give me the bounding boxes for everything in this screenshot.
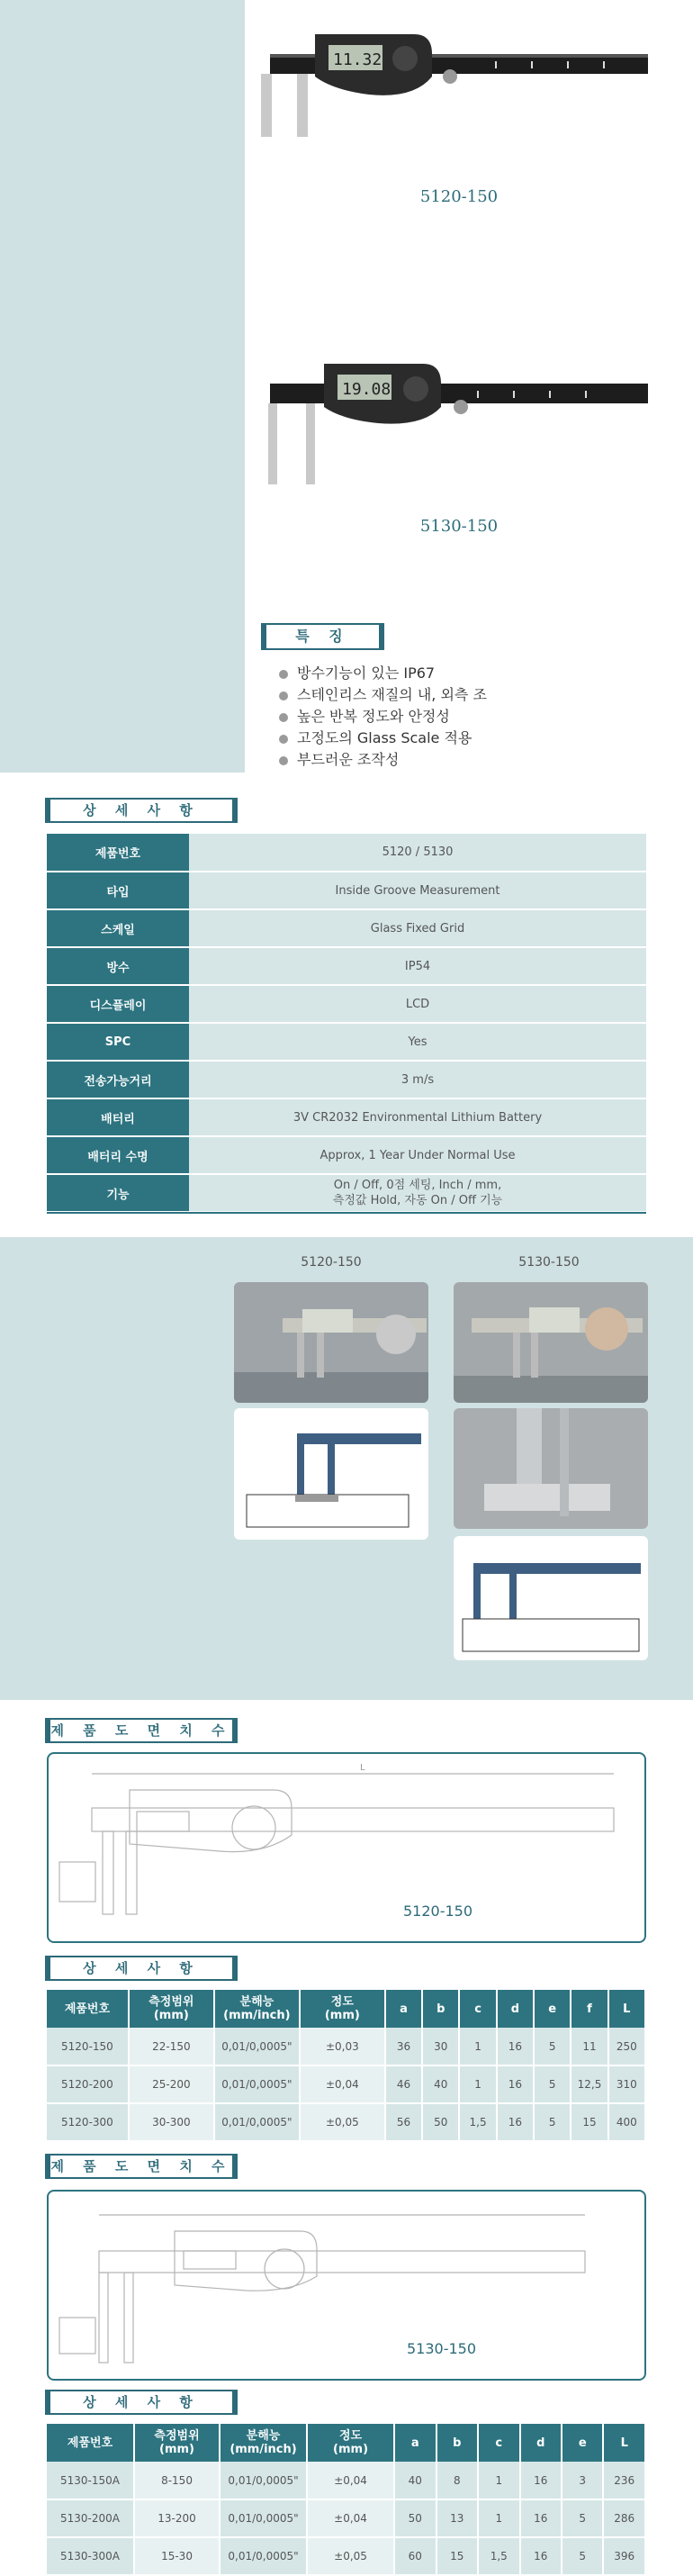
drawing1-title: 제 품 도 면 치 수	[45, 1718, 238, 1743]
size-table-5120	[47, 1990, 646, 2142]
usage-photo-5120	[234, 1282, 428, 1403]
spec-value: LCD	[189, 985, 646, 1023]
table-cell: 400	[608, 2103, 645, 2141]
size-table-5130	[47, 2424, 646, 2576]
table-cell: 5	[534, 2065, 571, 2103]
table-header-cell: e	[562, 2424, 603, 2462]
spec-row	[47, 834, 646, 872]
table-cell: 0,01/0,0005"	[220, 2537, 307, 2575]
table-cell: 8-150	[134, 2462, 220, 2499]
table-cell: 15-30	[134, 2537, 220, 2575]
spec-row	[47, 985, 646, 1023]
table2-title: 상 세 사 항	[45, 2390, 238, 2415]
spec-row	[47, 1098, 646, 1136]
spec-row	[47, 1061, 646, 1098]
dim-L: L	[360, 1763, 365, 1773]
table-header-cell: d	[497, 1990, 534, 2028]
feature-item: 높은 반복 정도와 안정성	[279, 706, 487, 728]
table-cell: 310	[608, 2065, 645, 2103]
spec-value: 3V CR2032 Environmental Lithium Battery	[189, 1098, 646, 1136]
table-cell: 16	[520, 2537, 562, 2575]
table-header-cell: L	[608, 1990, 645, 2028]
table-cell: 0,01/0,0005"	[220, 2462, 307, 2499]
spec-key: 배터리	[47, 1098, 189, 1136]
table-cell: 0,01/0,0005"	[220, 2499, 307, 2537]
groove-diagram-5130	[454, 1536, 648, 1660]
spec-row	[47, 1023, 646, 1061]
table-header-cell: 제품번호	[47, 2424, 134, 2462]
table-cell: 16	[497, 2103, 534, 2141]
table-cell: 1	[459, 2028, 496, 2065]
spec-value: 3 m/s	[189, 1061, 646, 1098]
table-cell: 396	[603, 2537, 645, 2575]
table-cell: ±0,04	[300, 2065, 385, 2103]
table-cell: 5120-200	[47, 2065, 129, 2103]
table-cell: 250	[608, 2028, 645, 2065]
table-cell: 15	[571, 2103, 608, 2141]
spec-key: 전송가능거리	[47, 1061, 189, 1098]
table-cell: 36	[385, 2028, 422, 2065]
drawing1-frame	[47, 1752, 646, 1943]
table-cell: ±0,03	[300, 2028, 385, 2065]
spec-value: Glass Fixed Grid	[189, 909, 646, 947]
table-cell: 1	[478, 2499, 519, 2537]
spec-key: 스케일	[47, 909, 189, 947]
usage-photo-5130	[454, 1282, 648, 1403]
table-cell: 0,01/0,0005"	[214, 2103, 300, 2141]
spec-key: 디스플레이	[47, 985, 189, 1023]
table1-title: 상 세 사 항	[45, 1956, 238, 1981]
spec-key: 타입	[47, 872, 189, 909]
table-header-cell: a	[385, 1990, 422, 2028]
table-row	[47, 2499, 645, 2537]
table-cell: 5	[534, 2103, 571, 2141]
table-cell: 5130-150A	[47, 2462, 134, 2499]
table-cell: 1	[478, 2462, 519, 2499]
dimension-drawing-5130	[49, 2192, 644, 2379]
table-cell: 25-200	[129, 2065, 214, 2103]
table-cell: 5130-200A	[47, 2499, 134, 2537]
table-header-cell: b	[436, 2424, 478, 2462]
table-cell: ±0,04	[307, 2462, 394, 2499]
table-row	[47, 2065, 645, 2103]
drawing1-label: 5120-150	[403, 1903, 473, 1920]
groove-diagram-5120	[234, 1408, 428, 1540]
spec-row	[47, 947, 646, 985]
table-header-cell: c	[459, 1990, 496, 2028]
photo-caption-5130: 5130-150	[518, 1255, 580, 1270]
table-row	[47, 2103, 645, 2141]
table-header-cell: 측정범위 (mm)	[129, 1990, 214, 2028]
table-cell: 236	[603, 2462, 645, 2499]
svg-text:11.32: 11.32	[333, 50, 382, 69]
table-cell: 13-200	[134, 2499, 220, 2537]
table-cell: 60	[394, 2537, 436, 2575]
left-color-band	[0, 0, 245, 773]
spec-value: Inside Groove Measurement	[189, 872, 646, 909]
table-header-cell: e	[534, 1990, 571, 2028]
spec-value: Yes	[189, 1023, 646, 1061]
table-cell: 50	[394, 2499, 436, 2537]
drawing2-label: 5130-150	[407, 2340, 477, 2357]
table-cell: 286	[603, 2499, 645, 2537]
spec-value: IP54	[189, 947, 646, 985]
table-cell: 5	[562, 2499, 603, 2537]
svg-text:19.08: 19.08	[342, 380, 392, 399]
table-cell: 13	[436, 2499, 478, 2537]
caliper-5120-image	[261, 27, 657, 153]
table-cell: 0,01/0,0005"	[214, 2028, 300, 2065]
feature-item: 고정도의 Glass Scale 적용	[279, 728, 487, 749]
table-cell: 16	[520, 2462, 562, 2499]
feature-item: 스테인리스 재질의 내, 외측 조	[279, 684, 487, 706]
spec-value: 5120 / 5130	[189, 834, 646, 872]
caliper-5130-image	[261, 351, 657, 495]
table-cell: 56	[385, 2103, 422, 2141]
table-cell: 5	[562, 2537, 603, 2575]
table-header-cell: 제품번호	[47, 1990, 129, 2028]
drawing2-title: 제 품 도 면 치 수	[45, 2154, 238, 2179]
spec-value-line: On / Off, 0점 세팅, Inch / mm,	[333, 1179, 502, 1192]
spec-key: SPC	[47, 1023, 189, 1061]
spec-key: 제품번호	[47, 834, 189, 872]
table-cell: 1,5	[478, 2537, 519, 2575]
table-header-cell: 분해능 (mm/inch)	[220, 2424, 307, 2462]
drawing2-frame	[47, 2190, 646, 2381]
features-list	[279, 663, 487, 771]
table-cell: 5120-150	[47, 2028, 129, 2065]
spec-row	[47, 1136, 646, 1174]
table-cell: 5130-300A	[47, 2537, 134, 2575]
table-row	[47, 2462, 645, 2499]
table-header-cell: 분해능 (mm/inch)	[214, 1990, 300, 2028]
table-cell: 40	[422, 2065, 459, 2103]
feature-item: 부드러운 조작성	[279, 749, 487, 771]
table-cell: 5	[534, 2028, 571, 2065]
table-cell: 30-300	[129, 2103, 214, 2141]
spec-row	[47, 1174, 646, 1212]
spec-row	[47, 872, 646, 909]
table-cell: 3	[562, 2462, 603, 2499]
spec-table	[47, 834, 646, 1213]
spec-value	[189, 1174, 646, 1212]
table-header-cell: 측정범위 (mm)	[134, 2424, 220, 2462]
table-header-cell: d	[520, 2424, 562, 2462]
table-cell: 46	[385, 2065, 422, 2103]
table-header-cell: f	[571, 1990, 608, 2028]
table-cell: 40	[394, 2462, 436, 2499]
table-row	[47, 2537, 645, 2575]
table-cell: 11	[571, 2028, 608, 2065]
model-label-5130: 5130-150	[419, 517, 499, 536]
table-header-cell: 정도 (mm)	[307, 2424, 394, 2462]
spec-value-line: 측정값 Hold, 자동 On / Off 기능	[332, 1194, 503, 1207]
table-cell: 1	[459, 2065, 496, 2103]
table-header-cell: b	[422, 1990, 459, 2028]
table-cell: 12,5	[571, 2065, 608, 2103]
table-header-cell: L	[603, 2424, 645, 2462]
table-cell: ±0,04	[307, 2499, 394, 2537]
photo-caption-5120: 5120-150	[301, 1255, 362, 1270]
features-title: 특 징	[261, 623, 384, 650]
table-header-cell: 정도 (mm)	[300, 1990, 385, 2028]
table-header-cell: a	[394, 2424, 436, 2462]
spec-title: 상 세 사 항	[45, 798, 238, 823]
spec-value: Approx, 1 Year Under Normal Use	[189, 1136, 646, 1174]
spec-key: 기능	[47, 1174, 189, 1212]
table-cell: 8	[436, 2462, 478, 2499]
model-label-5120: 5120-150	[419, 187, 499, 206]
table-cell: 15	[436, 2537, 478, 2575]
feature-item: 방수기능이 있는 IP67	[279, 663, 487, 684]
table-cell: ±0,05	[307, 2537, 394, 2575]
table-cell: 1,5	[459, 2103, 496, 2141]
table-cell: 5120-300	[47, 2103, 129, 2141]
table-header-cell: c	[478, 2424, 519, 2462]
usage-photo-5130-groove	[454, 1408, 648, 1529]
table-cell: 16	[497, 2028, 534, 2065]
table-cell: 50	[422, 2103, 459, 2141]
dimension-drawing-5120	[49, 1754, 644, 1941]
table-cell: ±0,05	[300, 2103, 385, 2141]
table-cell: 30	[422, 2028, 459, 2065]
table-cell: 22-150	[129, 2028, 214, 2065]
table-cell: 16	[520, 2499, 562, 2537]
table-row	[47, 2028, 645, 2065]
table-cell: 0,01/0,0005"	[214, 2065, 300, 2103]
spec-table-bottom-rule	[47, 1212, 646, 1214]
spec-row	[47, 909, 646, 947]
table-cell: 16	[497, 2065, 534, 2103]
spec-key: 방수	[47, 947, 189, 985]
spec-key: 배터리 수명	[47, 1136, 189, 1174]
